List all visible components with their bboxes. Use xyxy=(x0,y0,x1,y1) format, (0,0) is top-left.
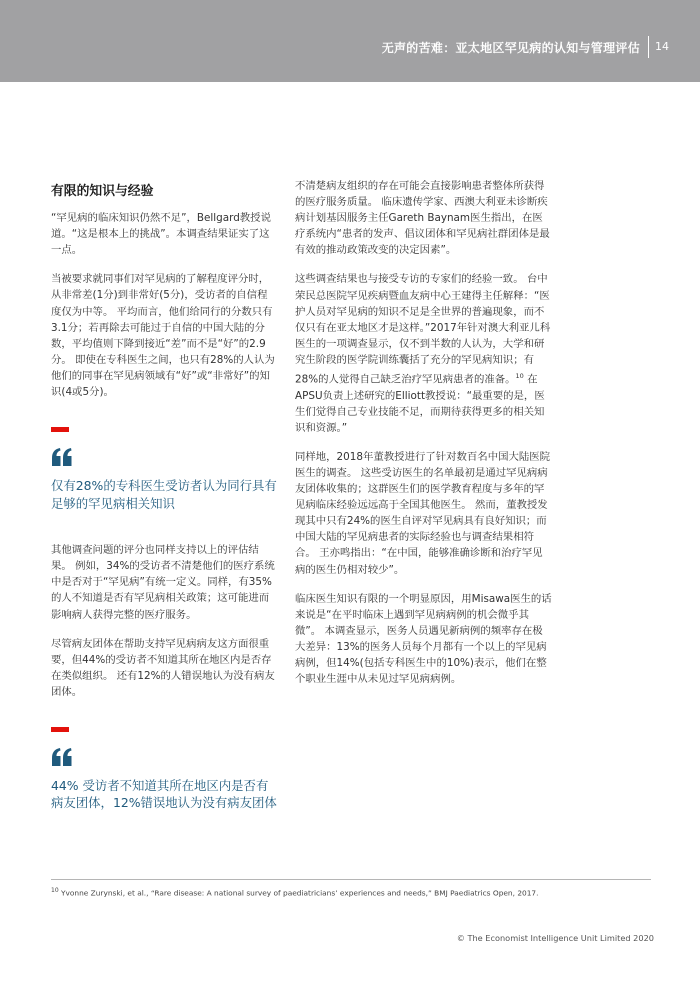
quote-mark-icon xyxy=(51,447,73,467)
quote-accent-bar xyxy=(51,727,69,732)
section-heading: 有限的知识与经验 xyxy=(51,184,154,199)
quote-mark-icon xyxy=(51,747,73,767)
footnote-divider xyxy=(51,879,651,880)
header-divider xyxy=(648,36,649,58)
copyright-notice: © The Economist Intelligence Unit Limited 2020 xyxy=(456,933,654,943)
body-paragraph: “罕见病的临床知识仍然不足”，Bellgard教授说道。“这是根本上的挑战”。本调查结果证实了这一点。 xyxy=(51,212,271,257)
body-paragraph: 其他调查问题的评分也同样支持以上的评估结果。 例如，34%的受访者不清楚他们的医疗系统中是否对于“罕见病”有统一定义。同样，有35%的人不知道是否有罕见病相关政策；这可能进而影响病人获得完整的医疗服务。 xyxy=(51,544,275,621)
body-paragraph: 临床医生知识有限的一个明显原因，用Misawa医生的话来说是“在平时临床上遇到罕见病病例的机会微乎其微”。 本调查显示，医务人员遇见新病例的频率存在极大差异：13%的医务人员每个月都有一个以上的罕见病病例，但14%(包括专科医生中的10%)表示，他们在整个职业生涯中从未见过罕见病病例。 xyxy=(295,592,552,686)
right-column xyxy=(295,178,553,700)
body-paragraph xyxy=(295,271,553,435)
paragraph-text: 在APSU负责上述研究的Elliott教授说：“最重要的是，医生们觉得自己专业技能不足，而期待获得更多的相关知识和资源。” xyxy=(295,373,545,434)
footnote-reference[interactable]: 10 xyxy=(515,372,524,381)
body-paragraph: 当被要求就同事们对罕见病的了解程度评分时，从非常差(1分)到非常好(5分)，受访者的自信程度仅为中等。 平均而言，他们给同行的分数只有3.1分；若再除去可能过于自信的中国大陆的分数，平均值则下降到接近“差”而不是“好”的2.9分。 即使在专科医生之间，也只有28%的人认为他们的同事在罕见病领域有“好”或“非常好”的知识(4或5分)。 xyxy=(51,273,275,399)
footnote-number: 10 xyxy=(51,887,59,894)
pull-quote-text: 仅有28%的专科医生受访者认为同行具有足够的罕见病相关知识 xyxy=(51,478,277,511)
body-paragraph: 同样地，2018年董教授进行了针对数百名中国大陆医院医生的调查。 这些受访医生的名单最初是通过罕见病病友团体收集的；这群医生们的医学教育程度与多年的罕见病临床经验远远高于全国其他医生。 然而，董教授发现其中只有24%的医生自评对罕见病具有良好知识；而中国大陆的罕见病患者的实际经验也与调查结果相符合。 王亦鸣指出：“在中国，能够准确诊断和治疗罕见病的医生仍相对较少”。 xyxy=(295,450,551,576)
paragraph-text: 这些调查结果也与接受专访的专家们的经验一致。 台中荣民总医院罕见疾病暨血友病中心王建得主任解释：“医护人员对罕见病的知识不足是全世界的普遍现象，而不仅只有在亚太地区才是这样。”2017年针对澳大利亚儿科医生的一项调查显示，仅不到半数的人认为，大学和研究生阶段的医学院训练囊括了充分的罕见病知识；有28%的人觉得自己缺乏治疗罕见病患者的准备。 xyxy=(295,273,551,386)
page-number: 14 xyxy=(655,40,669,53)
left-column xyxy=(51,180,277,842)
report-title: 无声的苦难：亚太地区罕见病的认知与管理评估 xyxy=(381,41,640,55)
body-paragraph: 尽管病友团体在帮助支持罕见病病友这方面很重要，但44%的受访者不知道其所在地区内是否存在类似组织。 还有12%的人错误地认为没有病友团体。 xyxy=(51,637,275,698)
page-header xyxy=(0,0,700,82)
footnote-text: Yvonne Zurynski, et al., “Rare disease: A national survey of paediatricians’ experiences and needs,” BMJ Paediatrics Open, 2017. xyxy=(61,888,539,898)
pull-quote xyxy=(51,727,277,812)
pull-quote xyxy=(51,427,277,512)
body-paragraph: 不清楚病友组织的存在可能会直接影响患者整体所获得的医疗服务质量。 临床遗传学家、西澳大利亚未诊断疾病计划基因服务主任Gareth Baynam医生指出，在医疗系统内“患者的发声、倡议团体和罕见病社群团体是最有效的推动政策改变的决定因素”。 xyxy=(295,180,550,257)
pull-quote-text: 44% 受访者不知道其所在地区内是否有病友团体，12%错误地认为没有病友团体 xyxy=(51,777,277,811)
quote-accent-bar xyxy=(51,427,69,432)
footnote xyxy=(51,887,538,897)
